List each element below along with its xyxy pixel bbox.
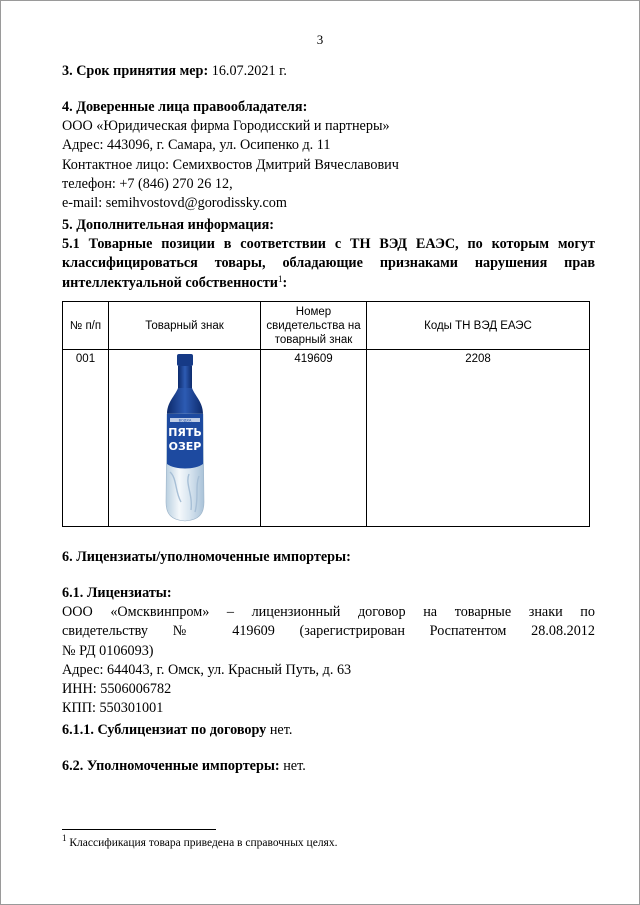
section-6-1-1 — [62, 721, 595, 740]
bottle-label-line-1: ПЯТЬ — [167, 426, 202, 439]
section-6-1-heading: 6.1. Лицензиаты: — [62, 585, 172, 601]
attorney-address: Адрес: 443096, г. Самара, ул. Осипенко д. 11 — [62, 137, 331, 154]
section-5-1-colon: : — [282, 274, 288, 291]
vodka-bottle-image — [155, 352, 215, 524]
section-5-1-line-3: интеллектуальной собственности — [62, 274, 278, 291]
licensee-kpp: КПП: 550301001 — [62, 700, 164, 717]
footnote-mark: 1 — [62, 833, 67, 843]
goods-table — [62, 301, 590, 527]
cell-num: 001 — [63, 350, 109, 527]
col-header-cert: Номер свидетельства на товарный знак — [261, 302, 367, 350]
section-5 — [62, 216, 595, 293]
section-5-1-line-1: 5.1 Товарные позиции в соответствии с ТН ВЭД ЕАЭС, по которым могут — [62, 236, 595, 253]
licensee-contract-no: № РД 0106093) — [62, 642, 154, 659]
attorney-phone: телефон: +7 (846) 270 26 12, — [62, 175, 233, 192]
cell-cert: 419609 — [261, 350, 367, 527]
section-6-2-heading: 6.2. Уполномоченные импортеры: — [62, 758, 280, 774]
section-6 — [62, 548, 595, 567]
licensee-address: Адрес: 644043, г. Омск, ул. Красный Путь, д. 63 — [62, 661, 352, 678]
section-3-heading: 3. Срок принятия мер: — [62, 63, 209, 79]
col-header-mark: Товарный знак — [109, 302, 261, 350]
attorney-company: ООО «Юридическая фирма Городисский и партнеры» — [62, 118, 390, 135]
table-header-row — [63, 302, 590, 350]
footnote-ref[interactable]: 1 — [277, 273, 283, 284]
section-6-1-1-heading: 6.1.1. Сублицензиат по договору — [62, 722, 267, 738]
section-6-1-1-value: нет. — [266, 722, 293, 738]
cell-mark — [109, 350, 261, 527]
licensee-line-2: свидетельству № 419609 (зарегистрирован Роспатентом 28.08.2012 — [62, 623, 595, 640]
col-header-codes: Коды ТН ВЭД ЕАЭС — [367, 302, 590, 350]
cell-codes: 2208 — [367, 350, 590, 527]
section-6-1 — [62, 584, 595, 718]
section-4 — [62, 98, 595, 213]
section-3 — [62, 62, 595, 81]
licensee-line-1: ООО «Омсквинпром» – лицензионный договор на товарные знаки по — [62, 604, 595, 621]
licensee-inn: ИНН: 5506006782 — [62, 681, 172, 698]
section-6-heading: 6. Лицензиаты/уполномоченные импортеры: — [62, 549, 351, 565]
col-header-num: № п/п — [63, 302, 109, 350]
bottle-label-line-2: ОЗЕР — [168, 440, 201, 453]
bottle-label-top: ВОДКА — [178, 418, 191, 423]
section-4-heading: 4. Доверенные лица правообладателя: — [62, 99, 308, 115]
section-3-value: 16.07.2021 г. — [208, 63, 287, 79]
section-6-2 — [62, 757, 595, 776]
section-5-1-line-2: классифицироваться товары, обладающие признаками нарушения прав — [62, 255, 595, 272]
attorney-email: e-mail: semihvostovd@gorodissky.com — [62, 195, 287, 212]
section-5-heading: 5. Дополнительная информация: — [62, 217, 274, 233]
section-6-2-value: нет. — [279, 758, 306, 774]
attorney-contact: Контактное лицо: Семихвостов Дмитрий Вячеславович — [62, 156, 399, 173]
page-number: 3 — [316, 32, 324, 47]
footnote-text: Классификация товара приведена в справочных целях. — [66, 837, 338, 849]
footnote — [62, 833, 338, 850]
table-row — [63, 350, 590, 527]
footnote-separator — [62, 829, 216, 830]
